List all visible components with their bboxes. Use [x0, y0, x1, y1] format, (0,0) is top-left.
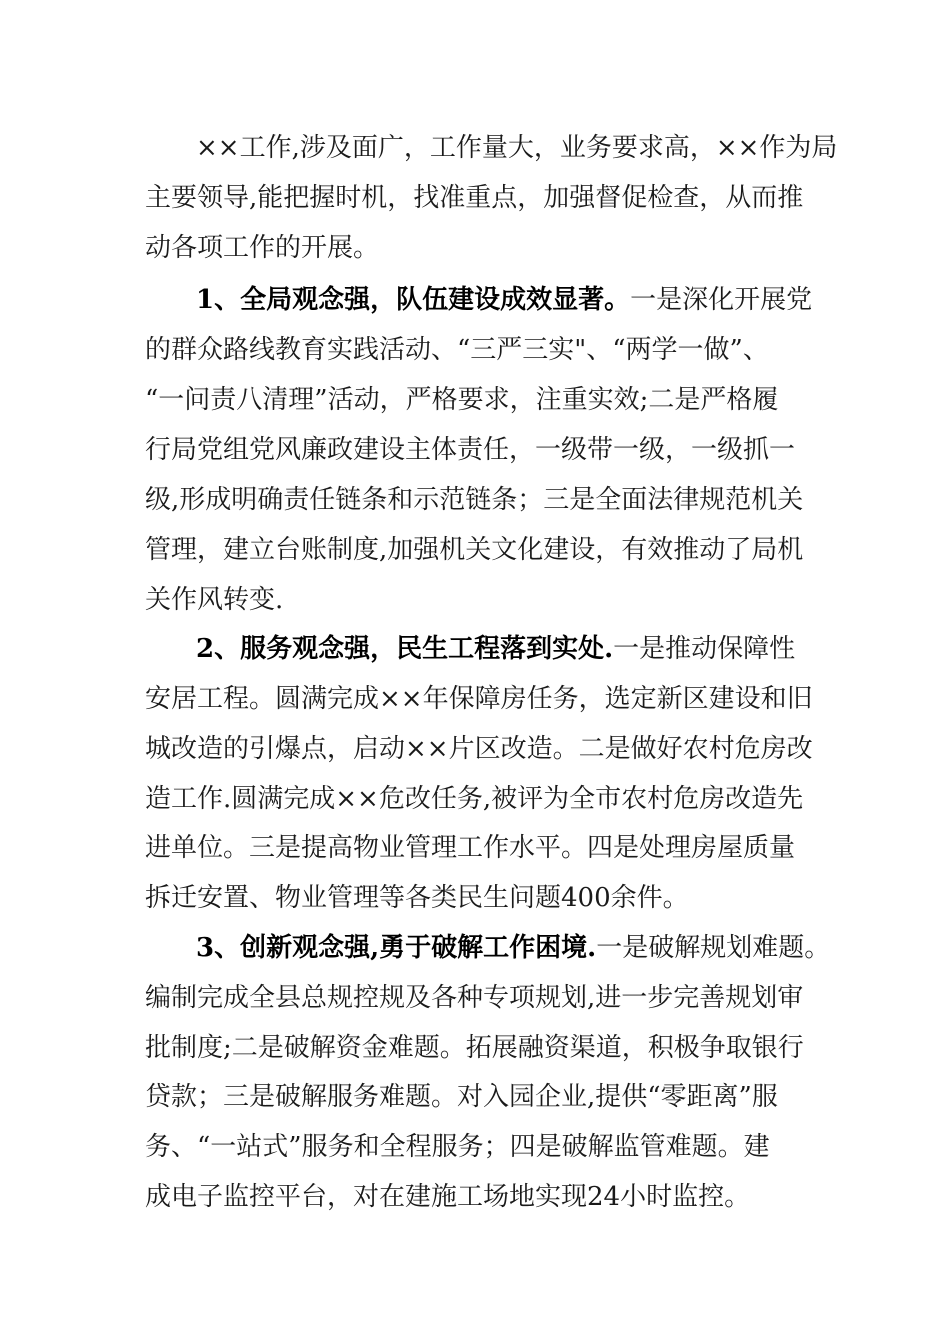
paragraph-2-line-2: 的群众路线教育实践活动、“三严三实"、“两学一做”、	[145, 335, 769, 365]
paragraph-4-line-3: 批制度;二是破解资金难题。拓展融资渠道，积极争取银行	[145, 1033, 804, 1063]
section-1-heading: 1、全局观念强，队伍建设成效显著。	[196, 285, 631, 315]
paragraph-4-first-line	[196, 928, 830, 968]
paragraph-1-line-3: 动各项工作的开展。	[145, 233, 380, 263]
paragraph-2-line-3: “一问责八清理”活动，严格要求，注重实效;二是严格履	[145, 385, 779, 415]
paragraph-1-line-2: 主要领导,能把握时机，找准重点，加强督促检查，从而推	[145, 183, 804, 213]
paragraph-2-line-7: 关作风转变.	[145, 585, 284, 615]
section-2-heading: 2、服务观念强，民生工程落到实处.	[196, 634, 614, 664]
section-3-heading: 3、创新观念强,勇于破解工作困境.	[196, 933, 597, 963]
paragraph-4-line-4: 贷款；三是破解服务难题。对入园企业,提供“零距离”服	[145, 1082, 778, 1112]
paragraph-3-line-2: 安居工程。圆满完成××年保障房任务，选定新区建设和旧	[145, 684, 813, 714]
section-1-first-line-text: 一是深化开展党	[630, 285, 813, 315]
paragraph-2-line-4: 行局党组党风廉政建设主体责任，一级带一级，一级抓一	[145, 435, 796, 465]
paragraph-4-line-6: 成电子监控平台，对在建施工场地实现24小时监控。	[145, 1182, 751, 1212]
paragraph-3-line-4: 造工作.圆满完成××危改任务,被评为全市农村危房改造先	[145, 784, 804, 814]
paragraph-4-line-5: 务、“一站式”服务和全程服务；四是破解监管难题。建	[145, 1132, 770, 1162]
paragraph-3-line-6: 拆迁安置、物业管理等各类民生问题400余件。	[145, 883, 689, 913]
paragraph-3-line-3: 城改造的引爆点，启动××片区改造。二是做好农村危房改	[145, 734, 813, 764]
section-3-first-line-text: 一是破解规划难题。	[596, 933, 831, 963]
paragraph-3-first-line	[196, 629, 795, 669]
paragraph-2-first-line	[196, 280, 812, 320]
section-2-first-line-text: 一是推动保障性	[613, 634, 796, 664]
paragraph-4-line-2: 编制完成全县总规控规及各种专项规划,进一步完善规划审	[145, 983, 804, 1013]
paragraph-3-line-5: 进单位。三是提高物业管理工作水平。四是处理房屋质量	[145, 833, 796, 863]
paragraph-2-line-5: 级,形成明确责任链条和示范链条；三是全面法律规范机关	[145, 485, 804, 515]
paragraph-2-line-6: 管理，建立台账制度,加强机关文化建设，有效推动了局机	[145, 535, 804, 565]
paragraph-1-line-1: ××工作,涉及面广，工作量大，业务要求高，××作为局	[196, 133, 838, 163]
